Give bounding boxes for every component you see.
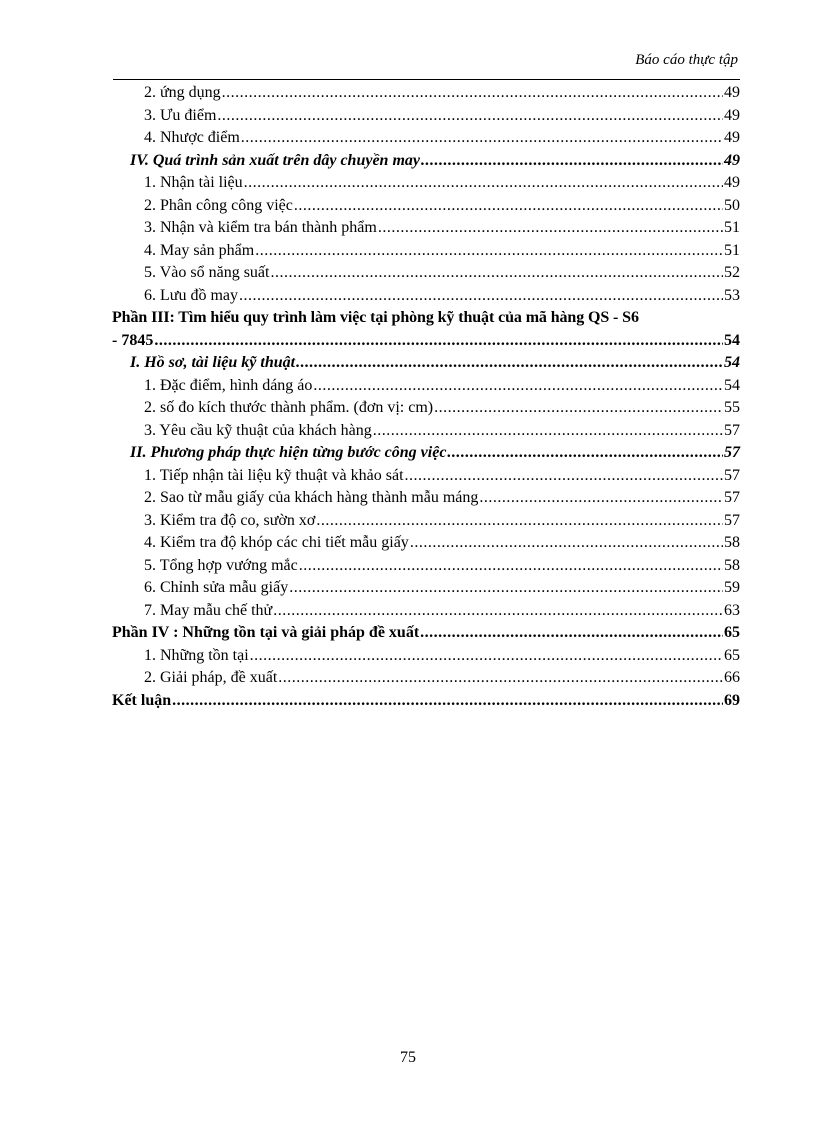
toc-dot-leader (172, 690, 723, 712)
toc-entry-page: 51 (724, 241, 740, 259)
toc-entry-page: 57 (724, 421, 740, 439)
toc-entry[interactable] (112, 465, 740, 488)
toc-dot-leader (405, 465, 723, 487)
toc-entry-label: 2. ứng dụng (144, 84, 221, 101)
toc-dot-leader (316, 510, 723, 532)
toc-dot-leader (434, 397, 723, 419)
page-number: 75 (400, 1049, 416, 1066)
toc-dot-leader (222, 82, 723, 104)
toc-entry-label: 1. Những tồn tại (144, 646, 249, 664)
toc-entry-label: Phần IV : Những tồn tại và giải pháp đề xuất (112, 624, 420, 641)
toc-entry-label: 2. Giải pháp, đề xuất (144, 669, 278, 686)
toc-entry[interactable] (112, 555, 740, 578)
toc-dot-leader (410, 532, 723, 554)
toc-dot-leader (241, 127, 723, 149)
toc-entry-label: 2. Sao từ mẫu giấy của khách hàng thành mẫu máng (144, 489, 479, 506)
toc-entry[interactable] (112, 330, 740, 353)
toc-entry-page: 49 (724, 106, 740, 124)
toc-entry-page: 57 (724, 444, 740, 461)
toc-dot-leader (294, 195, 723, 217)
toc-entry[interactable] (112, 420, 740, 443)
toc-entry-page: 57 (724, 466, 740, 484)
toc-entry-label: Kết luận (112, 691, 172, 709)
toc-entry[interactable] (112, 487, 740, 510)
toc-entry[interactable] (112, 105, 740, 128)
toc-entry[interactable] (112, 285, 740, 308)
toc-entry-page: 58 (724, 534, 740, 551)
toc-entry-label-line1: Phần III: Tìm hiểu quy trình làm việc tại phòng kỹ thuật của mã hàng QS - S6 (112, 309, 639, 326)
toc-entry-page: 49 (724, 129, 740, 146)
toc-entry[interactable] (112, 217, 740, 240)
toc-entry-page: 57 (724, 489, 740, 506)
toc-entry-label: IV. Quá trình sản xuất trên dây chuyền may (130, 151, 420, 169)
toc-dot-leader (239, 285, 723, 307)
toc-entry[interactable] (112, 510, 740, 533)
toc-entry-page: 69 (724, 691, 740, 709)
toc-entry[interactable] (112, 690, 740, 713)
toc-entry[interactable] (112, 397, 740, 420)
toc-dot-leader (378, 217, 723, 239)
toc-dot-leader (270, 262, 723, 284)
toc-entry[interactable] (112, 150, 740, 173)
toc-entry[interactable] (112, 532, 740, 555)
toc-entry-label: 5. Tổng hợp vướng mắc (144, 556, 298, 574)
toc-entry-page: 54 (724, 331, 740, 349)
toc-dot-leader (273, 600, 723, 622)
toc-entry-page: 63 (724, 601, 740, 619)
toc-entry-label: 1. Tiếp nhận tài liệu kỹ thuật và khảo sát (144, 466, 404, 484)
toc-entry-label: - 7845 (112, 331, 154, 349)
toc-dot-leader (447, 442, 723, 464)
toc-dot-leader (289, 577, 723, 599)
toc-dot-leader (154, 330, 723, 352)
toc-entry-page: 54 (724, 354, 740, 371)
toc-entry-label: 4. May sản phẩm (144, 241, 255, 259)
toc-entry-page: 52 (724, 264, 740, 281)
toc-entry-label: 1. Nhận tài liệu (144, 174, 243, 191)
toc-entry-label: 7. May mẫu chế thử (144, 601, 273, 619)
toc-dot-leader (420, 622, 723, 644)
toc-entry-label: I. Hồ sơ, tài liệu kỹ thuật (130, 354, 296, 371)
toc-dot-leader (313, 375, 723, 397)
toc-entry[interactable] (112, 645, 740, 668)
toc-entry-page: 57 (724, 511, 740, 529)
toc-entry-page: 58 (724, 556, 740, 574)
toc-entry-label: II. Phương pháp thực hiện từng bước công việc (130, 444, 447, 461)
toc-entry-label: 1. Đặc điểm, hình dáng áo (144, 376, 313, 394)
toc-dot-leader (299, 555, 723, 577)
toc-entry[interactable] (112, 622, 740, 645)
toc-entry-page: 66 (724, 669, 740, 686)
toc-entry-label: 6. Chỉnh sửa mẫu giấy (144, 579, 289, 596)
toc-entry-page: 53 (724, 286, 740, 304)
toc-entry[interactable] (112, 375, 740, 398)
toc-entry-page: 49 (724, 151, 740, 169)
toc-entry[interactable] (112, 240, 740, 263)
toc-entry-page: 54 (724, 376, 740, 394)
toc-entry-label: 2. số đo kích thước thành phẩm. (đơn vị: cm) (144, 399, 434, 416)
toc-entry[interactable] (112, 600, 740, 623)
toc-entry[interactable] (112, 195, 740, 218)
toc-entry-label: 3. Nhận và kiểm tra bán thành phẩm (144, 219, 377, 236)
table-of-contents (112, 82, 740, 712)
toc-entry-page: 49 (724, 174, 740, 191)
toc-entry-label: 3. Ưu điểm (144, 106, 217, 124)
toc-entry-label: 2. Phân công công việc (144, 196, 293, 214)
toc-entry[interactable] (112, 262, 740, 285)
toc-entry[interactable] (112, 667, 740, 690)
toc-entry-page: 65 (724, 624, 740, 641)
page-header (113, 52, 740, 80)
toc-entry-page: 50 (724, 196, 740, 214)
toc-dot-leader (421, 150, 723, 172)
toc-entry[interactable] (112, 352, 740, 375)
toc-entry-label: 5. Vào sổ năng suất (144, 264, 270, 281)
toc-entry-label: 4. Kiểm tra độ khóp các chi tiết mẫu giấy (144, 534, 409, 551)
toc-entry-label: 4. Nhược điểm (144, 129, 240, 146)
toc-dot-leader (244, 172, 723, 194)
toc-entry[interactable] (112, 172, 740, 195)
toc-entry[interactable] (112, 82, 740, 105)
toc-dot-leader (250, 645, 723, 667)
toc-entry-page: 59 (724, 579, 740, 596)
toc-entry[interactable] (112, 442, 740, 465)
toc-entry-page: 49 (724, 84, 740, 101)
toc-dot-leader (255, 240, 723, 262)
toc-dot-leader (479, 487, 723, 509)
toc-entry-label: 3. Kiểm tra độ co, sườn xơ (144, 511, 316, 529)
toc-dot-leader (278, 667, 723, 689)
toc-entry-page: 55 (724, 399, 740, 416)
toc-dot-leader (373, 420, 723, 442)
toc-entry[interactable] (112, 577, 740, 600)
toc-entry-page: 51 (724, 219, 740, 236)
header-title: Báo cáo thực tập (635, 52, 738, 68)
toc-entry-page: 65 (724, 646, 740, 664)
toc-entry[interactable] (112, 127, 740, 150)
toc-dot-leader (217, 105, 723, 127)
toc-dot-leader (296, 352, 723, 374)
toc-entry-label: 3. Yêu cầu kỹ thuật của khách hàng (144, 421, 372, 439)
toc-entry-label: 6. Lưu đồ may (144, 286, 238, 304)
